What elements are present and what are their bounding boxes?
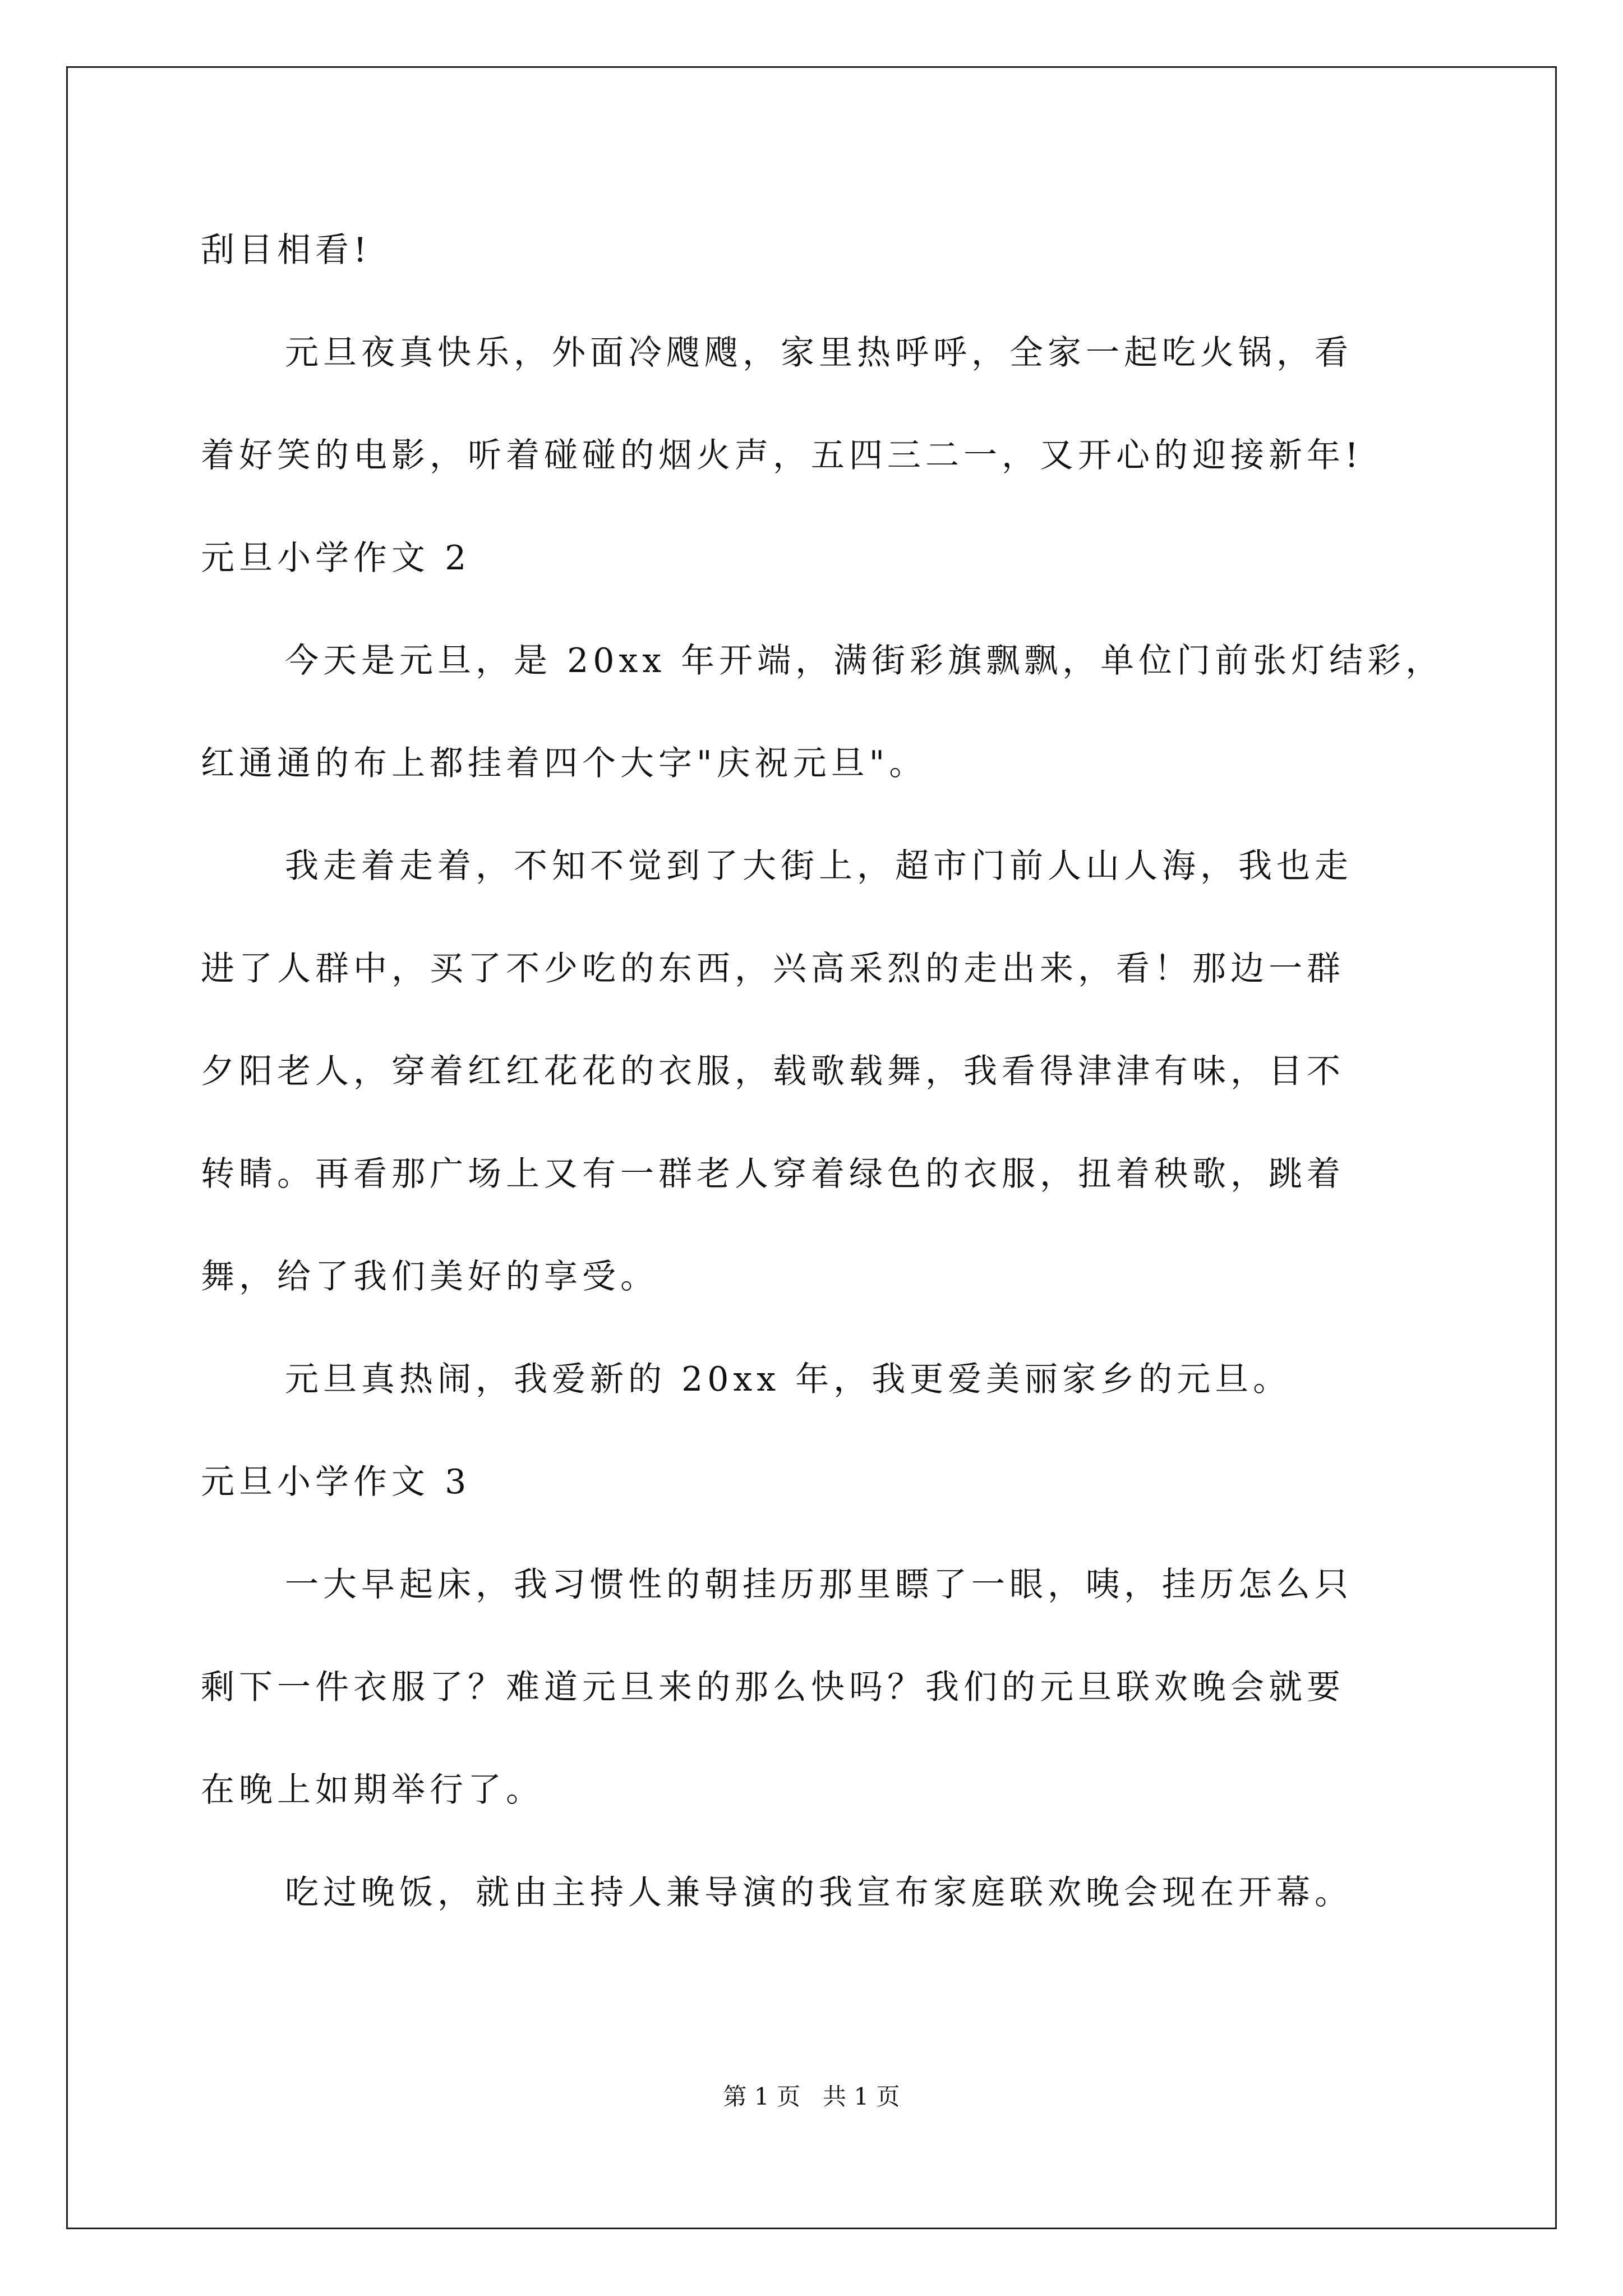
paragraph-line: 舞，给了我们美好的享受。	[201, 1257, 658, 1296]
paragraph-line: 在晚上如期举行了。	[201, 1770, 544, 1810]
paragraph-line: 元旦夜真快乐，外面冷飕飕，家里热呼呼，全家一起吃火锅，看	[285, 333, 1353, 372]
document-body	[201, 199, 1444, 1944]
paragraph-line: 夕阳老人，穿着红红花花的衣服，载歌载舞，我看得津津有味，目不	[201, 1052, 1345, 1091]
paragraph-line: 一大早起床，我习惯性的朝挂历那里瞟了一眼，咦，挂历怎么只	[285, 1565, 1353, 1604]
paragraph-line: 着好笑的电影，听着碰碰的烟火声，五四三二一，又开心的迎接新年!	[201, 436, 1363, 475]
paragraph-line: 进了人群中，买了不少吃的东西，兴高采烈的走出来，看！那边一群	[201, 949, 1345, 988]
paragraph-line: 元旦真热闹，我爱新的 20xx 年，我更爱美丽家乡的元旦。	[285, 1360, 1292, 1399]
section-heading-2: 元旦小学作文 2	[201, 539, 471, 578]
paragraph-line: 吃过晚饭，就由主持人兼导演的我宣布家庭联欢晚会现在开幕。	[285, 1873, 1353, 1912]
section-heading-3: 元旦小学作文 3	[201, 1462, 471, 1502]
paragraph-line: 红通通的布上都挂着四个大字"庆祝元旦"。	[201, 744, 928, 783]
page-footer: 第 1 页 共 1 页	[723, 2083, 900, 2110]
paragraph-line: 今天是元旦，是 20xx 年开端，满街彩旗飘飘，单位门前张灯结彩，	[285, 641, 1444, 680]
paragraph-line: 剩下一件衣服了？难道元旦来的那么快吗？我们的元旦联欢晚会就要	[201, 1668, 1345, 1707]
text-line-continuation: 刮目相看!	[201, 231, 372, 270]
paragraph-line: 转睛。再看那广场上又有一群老人穿着绿色的衣服，扭着秧歌，跳着	[201, 1154, 1345, 1194]
paragraph-line: 我走着走着，不知不觉到了大街上，超市门前人山人海，我也走	[285, 846, 1353, 886]
